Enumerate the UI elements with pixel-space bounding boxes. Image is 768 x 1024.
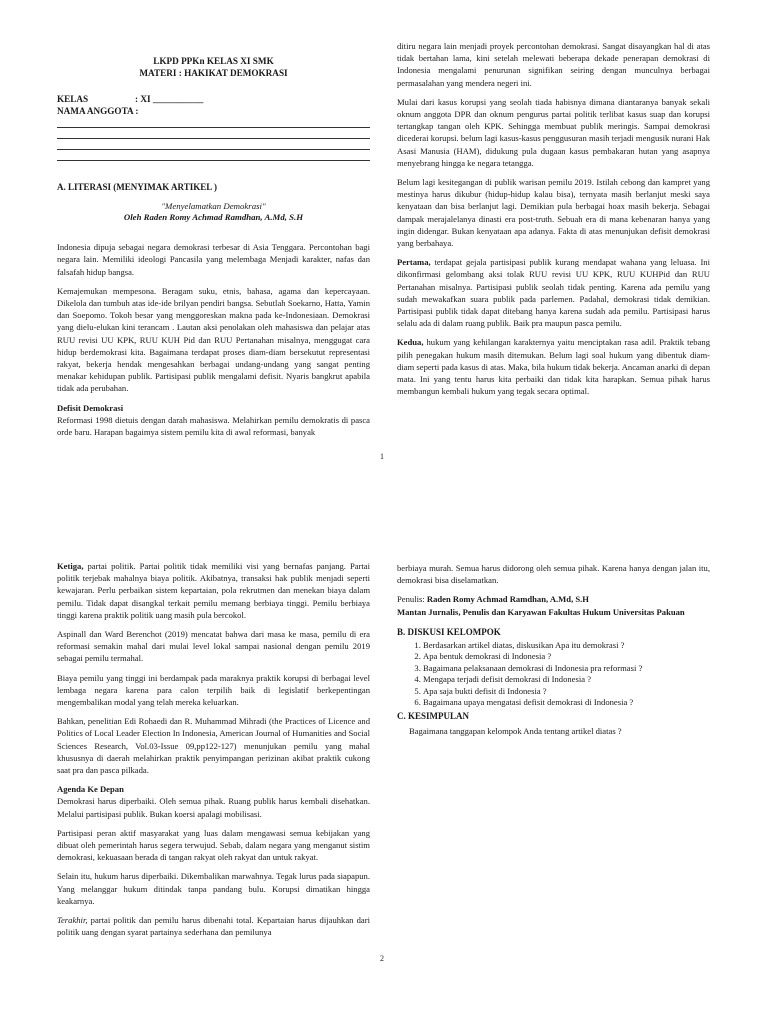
agenda-heading: Agenda Ke Depan <box>57 784 124 795</box>
page-2 <box>0 512 768 1024</box>
paragraph: Belum lagi kesitegangan di publik warisan pemilu 2019. Istilah cebong dan kampret yang mestinya harus dikubur (hidup-hidup kalau bisa), ternyata masih berlanjut meski saya kenyataan dan bisa berlanjut lagi. Demikian pula berbagai hoax masih bekerja. Sebagai dampak merajalelanya dinasti era post-truth. Sebuah era di mana kebenaran hanya yang ingin didengar. Bukan kenyataan apa adanya. Fakta di atas menunjukan defisit demokrasi yang berbahaya. <box>397 177 710 249</box>
page2-left-column <box>57 560 370 945</box>
paragraph: ditiru negara lain menjadi proyek percontohan demokrasi. Sangat disayangkan hal di atas tidak bertahan lama, kini setelah melewati beberapa dekade penerapan demokrasi di Indonesia mengalami penurunan signifikan seiring dengan munculnya berbagai permasalahan yang mendera negeri ini. <box>397 41 710 88</box>
kesimpulan-prompt: Bagaimana tanggapan kelompok Anda tentang artikel diatas ? <box>409 725 622 736</box>
article-author: Oleh Raden Romy Achmad Ramdhan, A.Md, S.H <box>123 212 304 223</box>
kelas-label: KELAS <box>57 94 89 104</box>
answer-line <box>57 140 370 150</box>
paragraph: Kemajemukan mempesona. Beragam suku, etnis, bahasa, agama dan kepercayaan. Dikelola dan tumbuh atas ide-ide brilyan pendiri bangsa. Sebutlah Soekarno, Hatta, Yamin dan Soepomo. Tokoh besar yang menggoreskan makna pada ke-Indonesiaan. Demokrasi yang dielu-elukan kini terancam . Lautan aksi penolakan oleh mahasiswa dan pelajar atas RUU revisi UU KPK, RUU KUH Pid dan RUU Pertanahan misalnya, menggugat cara hidup berdemokrasi kita. Bagaimana terdapat proses diam-diam bersekutut representasi rakyat, bekerja hendak mengesahkan berbagai undang-undang yang sangat penting menakar kehidupan publik. Partisipasi publik mengalami defisit. Nyaris bangkrut apabila tidak ada perubahan. <box>57 285 370 394</box>
ketiga-lead: Ketiga, <box>57 561 84 571</box>
section-a-heading: A. LITERASI (MENYIMAK ARTIKEL ) <box>57 182 217 192</box>
answer-line <box>57 118 370 128</box>
discussion-question: 4. Mengapa terjadi defisit demokrasi di Indonesia ? <box>423 674 710 685</box>
kelas-value: : XI ___________ <box>135 94 204 104</box>
penulis-name: Raden Romy Achmad Ramdhan, A.Md, S.H <box>426 594 589 605</box>
paragraph: Reformasi 1998 dietuis dengan darah mahasiswa. Melahirkan pemilu demokratis di pasca orde baru. Harapan bagaimya sistem pemilu kita di awal reformasi, banyak <box>57 414 370 438</box>
answer-line <box>57 151 370 161</box>
page-number: 1 <box>380 452 384 461</box>
ketiga-text: partai politik. Partai politik tidak memiliki visi yang bernafas panjang. Partai politik terjebak mahalnya biaya politik. Akibatnya, transaksi hak publik menjadi seperti kewajaran. Perlu perbaikan sistem kepartaian, pola rekrutmen dan menekan biaya dalam pemilu. Tidak dapat disangkal terkait pemilu memang berbiaya tinggi. Pemilu berbiaya tinggi karena praktik politik uang masih pula bercokol. <box>57 561 370 620</box>
kelas-field <box>57 93 370 105</box>
defisit-heading: Defisit Demokrasi <box>57 402 124 413</box>
anggota-label: NAMA ANGGOTA : <box>57 106 139 116</box>
paragraph: Aspinall dan Ward Berenchot (2019) mencatat bahwa dari masa ke masa, pemilu di era reformasi semakin mahal dari mulai level lokal sampai nasional dengan pemilu 2019 sebagai pemilu termahal. <box>57 629 370 664</box>
kedua-lead: Kedua, <box>397 337 424 348</box>
paragraph-terakhir <box>57 914 370 938</box>
paragraph-ketiga <box>57 560 370 621</box>
kedua-text: hukum yang kehilangan karakternya yaitu menciptakan rasa adil. Praktik tebang pilih penegakan hukum masih ditemukan. Belum lagi soal hukum yang dibentuk diam-diam seperti pada kasus di atas. Maka, bila hukum tidak bekerja. Ancaman anarki di depan mata. Ini yang tentu harus kita perbaiki dan tidak kita harapkan. Semua pihak harus membangun kembali hukum yang tegak secara optimal. <box>397 337 710 397</box>
page2-right-column <box>397 562 710 744</box>
discussion-question: 2. Apa bentuk demokrasi di Indonesia ? <box>423 651 710 662</box>
terakhir-text: partai politik dan pemilu harus dibenahi total. Kepartaian harus dijauhkan dari politik uang dengan syarat partainya sederhana dan pemilunya <box>57 915 370 938</box>
paragraph: Biaya pemilu yang tinggi ini berdampak pada maraknya praktik korupsi di berbagai level lembaga negara karena para calon terpilih baik di legislatif berkepentingan mengembalikan modal yang telah mereka keluarkan. <box>57 672 370 708</box>
discussion-question-list <box>397 640 710 708</box>
page1-right-column <box>397 40 710 404</box>
paragraph-kedua <box>397 336 710 397</box>
paragraph: berbiaya murah. Semua harus didorong oleh semua pihak. Karena hanya dengan jalan itu, demokrasi bisa diselamatkan. <box>397 563 710 586</box>
page1-left-column <box>57 55 370 445</box>
pertama-text: terdapat gejala partisipasi publik kurang mendapat wahana yang leluasa. Ini dikonfirmasi gelombang aksi tolak RUU revisi UU KPK, RUU KUHPid dan RUU Pertanahan misalnya. Partisipasi publik seolah tidak penting. Karena ada pemilu yang sudah mewakafkan suara publik pada parlemen. Padahal, demokrasi tidak demikian. Partisipasi publik tidak dapat ditebang hanya karena sudah ada pemilu. Partisipasi harus selalu ada di dalam ruang publik. Baik pra maupun pasca pemilu. <box>397 257 710 329</box>
paragraph: Selain itu, hukum harus diperbaiki. Dikembalikan marwahnya. Tegak lurus pada siapapun. Yang melanggar hukum ditindak tanpa pandang bulu. Korupsi dimatikan hingga keakarnya. <box>57 871 370 906</box>
section-b-heading: B. DISKUSI KELOMPOK <box>397 626 501 637</box>
pertama-lead: Pertama, <box>397 257 431 268</box>
paragraph: Demokrasi harus diperbaiki. Oleh semua pihak. Ruang publik harus kembali disehatkan. Melalui partisipasi publik. Bukan koersi apalagi mobilisasi. <box>57 796 370 819</box>
discussion-question: 3. Bagaimana pelaksanaan demokrasi di Indonesia pra reformasi ? <box>423 663 710 674</box>
worksheet-title: LKPD PPKn KELAS XI SMK <box>153 56 274 66</box>
paragraph-pertama <box>397 256 710 329</box>
anggota-field <box>57 105 370 117</box>
paragraph: Partisipasi peran aktif masyarakat yang luas dalam mengawasi semua kebijakan yang dibuat oleh pemerintah harus segera terwujud. Sebab, dalam negara yang menganut sistim demokrasi, kekuasaan berada di tangan rakyat oleh rakyat dan untuk rakyat. <box>57 827 370 863</box>
discussion-question: 1. Berdasarkan artikel diatas, diskusikan Apa itu demokrasi ? <box>423 640 710 651</box>
section-c-heading: C. KESIMPULAN <box>397 711 470 722</box>
discussion-question: 5. Apa saja bukti defisit di Indonesia ? <box>423 686 710 697</box>
paragraph: Indonesia dipuja sebagai negara demokrasi terbesar di Asia Tenggara. Percontohan bagi negara lain. Memiliki ideologi Pancasila yang melembaga Menjadi karakter, nafas dan falsafah hidup bangsa. <box>57 242 370 277</box>
penulis-label: Penulis: <box>397 594 425 605</box>
paragraph: Mulai dari kasus korupsi yang seolah tiada habisnya dimana diantaranya banyak sekali oknum anggota DPR dan oknum pengurus partai politik terlibat kasus suap dan korupsi tertangkap tangan oleh KPK. Sehingga membuat publik meringis. Sampai demokrasi dicederai korupsi. belum lagi kasus-kasus penggusuran masih terjadi mengusik nurani Hak Asasi Manusia (HAM), didukung pula dugaan kasus pembakaran hutan yang asapnya menyebrang hingga ke negara tetangga. <box>397 96 710 168</box>
paragraph: Bahkan, penelitian Edi Rohaedi dan R. Muhammad Mihradi (the Practices of Licence and Politics of Local Leader Election In Indonesia, American Journal of Humanities and Social Sciences Research, Vol.03-Issue 09,pp122-127) menunjukan pemilu yang mahal khususnya di daerah melahirkan praktik penyimpangan perizinan akibat praktik cukong saat pra dan pasca pilkada. <box>57 716 370 776</box>
discussion-question: 6. Bagaimana upaya mengatasi defisit demokrasi di Indonesia ? <box>423 697 710 708</box>
worksheet-subtitle: MATERI : HAKIKAT DEMOKRASI <box>139 68 288 78</box>
answer-line <box>57 129 370 139</box>
terakhir-lead: Terakhir, <box>57 915 88 926</box>
penulis-role: Mantan Jurnalis, Penulis dan Karyawan Fakultas Hukum Universitas Pakuan <box>397 606 685 617</box>
penulis-line <box>397 593 710 605</box>
article-title: "Menyelamatkan Demokrasi" <box>161 201 266 212</box>
page-number: 2 <box>380 954 384 963</box>
